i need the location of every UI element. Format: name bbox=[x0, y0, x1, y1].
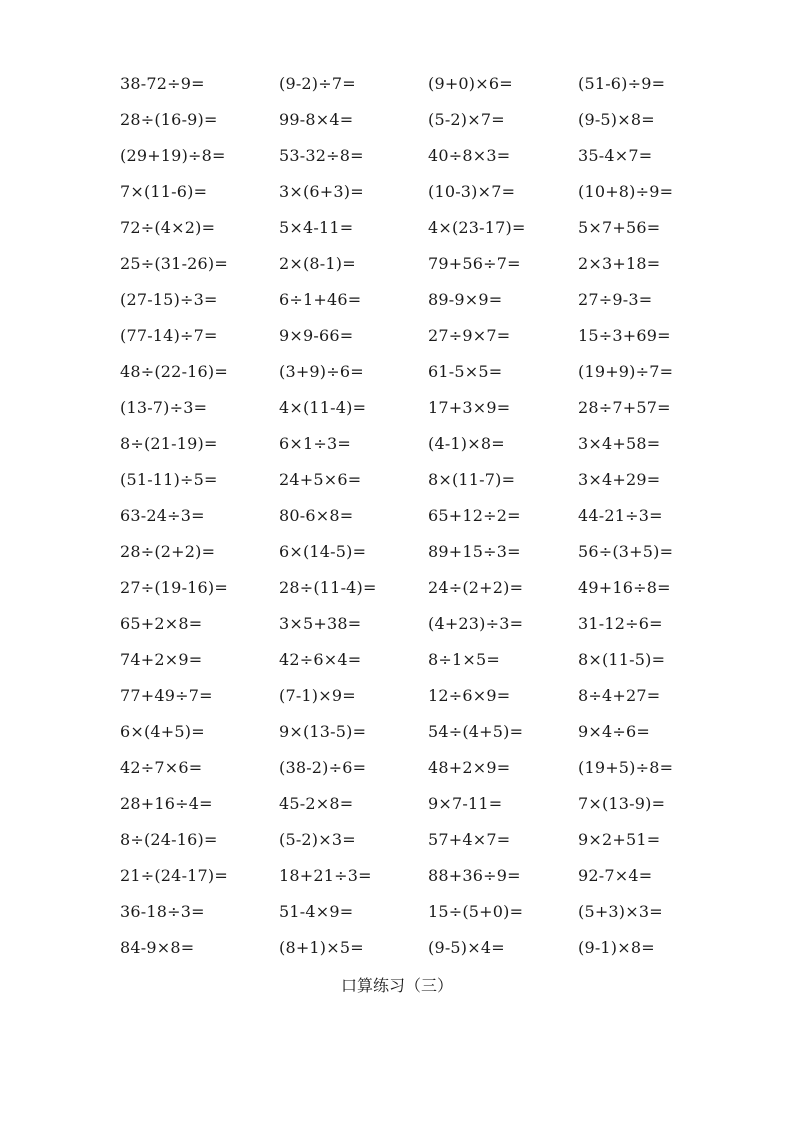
problem: (19+9)÷7= bbox=[578, 362, 674, 381]
problem: 28÷(16-9)= bbox=[120, 110, 218, 129]
problem: 99-8×4= bbox=[279, 110, 354, 129]
problem: (5-2)×3= bbox=[279, 830, 356, 849]
problem: 36-18÷3= bbox=[120, 902, 205, 921]
worksheet-title: 口算练习（三） bbox=[340, 976, 453, 995]
worksheet-grid bbox=[120, 72, 740, 972]
problem: 24÷(2+2)= bbox=[428, 578, 524, 597]
problem: 28÷7+57= bbox=[578, 398, 671, 417]
problem: 63-24÷3= bbox=[120, 506, 205, 525]
problem: 65+12÷2= bbox=[428, 506, 521, 525]
problem: 3×4+29= bbox=[578, 470, 661, 489]
problem: (38-2)÷6= bbox=[279, 758, 367, 777]
problem-row bbox=[120, 216, 740, 252]
problem: (9-5)×8= bbox=[578, 110, 655, 129]
problem-row bbox=[120, 252, 740, 288]
problem: (5+3)×3= bbox=[578, 902, 663, 921]
problem: 5×4-11= bbox=[279, 218, 354, 237]
problem: 3×5+38= bbox=[279, 614, 362, 633]
problem: 92-7×4= bbox=[578, 866, 653, 885]
problem: 61-5×5= bbox=[428, 362, 503, 381]
problem: (51-11)÷5= bbox=[120, 470, 218, 489]
problem: 3×(6+3)= bbox=[279, 182, 364, 201]
problem-row bbox=[120, 324, 740, 360]
problem: 18+21÷3= bbox=[279, 866, 372, 885]
problem: (8+1)×5= bbox=[279, 938, 364, 957]
problem-row bbox=[120, 540, 740, 576]
problem: 28÷(11-4)= bbox=[279, 578, 377, 597]
problem: 12÷6×9= bbox=[428, 686, 511, 705]
problem: (9+0)×6= bbox=[428, 74, 513, 93]
problem: 7×(13-9)= bbox=[578, 794, 666, 813]
problem: 48÷(22-16)= bbox=[120, 362, 228, 381]
problem-row bbox=[120, 648, 740, 684]
problem: 2×3+18= bbox=[578, 254, 661, 273]
problem: (5-2)×7= bbox=[428, 110, 505, 129]
problem: (9-2)÷7= bbox=[279, 74, 356, 93]
problem: 72÷(4×2)= bbox=[120, 218, 216, 237]
problem-row bbox=[120, 720, 740, 756]
problem: (4-1)×8= bbox=[428, 434, 505, 453]
problem: 25÷(31-26)= bbox=[120, 254, 228, 273]
problem: 31-12÷6= bbox=[578, 614, 663, 633]
problem: 45-2×8= bbox=[279, 794, 354, 813]
problem: 57+4×7= bbox=[428, 830, 511, 849]
problem: 9×(13-5)= bbox=[279, 722, 367, 741]
problem-row bbox=[120, 144, 740, 180]
problem: 6×(14-5)= bbox=[279, 542, 367, 561]
problem: 21÷(24-17)= bbox=[120, 866, 228, 885]
problem: (4+23)÷3= bbox=[428, 614, 524, 633]
problem: 4×(11-4)= bbox=[279, 398, 367, 417]
problem: 44-21÷3= bbox=[578, 506, 663, 525]
problem: 17+3×9= bbox=[428, 398, 511, 417]
problem: 80-6×8= bbox=[279, 506, 354, 525]
problem: 89+15÷3= bbox=[428, 542, 521, 561]
problem: 9×7-11= bbox=[428, 794, 503, 813]
problem: (77-14)÷7= bbox=[120, 326, 218, 345]
problem: 24+5×6= bbox=[279, 470, 362, 489]
problem: 48+2×9= bbox=[428, 758, 511, 777]
problem: 42÷6×4= bbox=[279, 650, 362, 669]
problem: 49+16÷8= bbox=[578, 578, 671, 597]
problem: 28÷(2+2)= bbox=[120, 542, 216, 561]
problem: 7×(11-6)= bbox=[120, 182, 208, 201]
problem-row bbox=[120, 792, 740, 828]
problem: (10-3)×7= bbox=[428, 182, 516, 201]
problem: (9-1)×8= bbox=[578, 938, 655, 957]
problem: 84-9×8= bbox=[120, 938, 195, 957]
problem: (9-5)×4= bbox=[428, 938, 505, 957]
problem: 54÷(4+5)= bbox=[428, 722, 524, 741]
problem: 9×2+51= bbox=[578, 830, 661, 849]
problem: 27÷9×7= bbox=[428, 326, 511, 345]
problem: 4×(23-17)= bbox=[428, 218, 526, 237]
problem: (27-15)÷3= bbox=[120, 290, 218, 309]
problem: 27÷(19-16)= bbox=[120, 578, 228, 597]
problem-row bbox=[120, 396, 740, 432]
problem: 8÷(21-19)= bbox=[120, 434, 218, 453]
problem: 42÷7×6= bbox=[120, 758, 203, 777]
problem-row bbox=[120, 180, 740, 216]
problem-row bbox=[120, 432, 740, 468]
problem: 51-4×9= bbox=[279, 902, 354, 921]
problem-row bbox=[120, 288, 740, 324]
problem: 5×7+56= bbox=[578, 218, 661, 237]
problem: 53-32÷8= bbox=[279, 146, 364, 165]
problem: 65+2×8= bbox=[120, 614, 203, 633]
problem-row bbox=[120, 936, 740, 972]
problem-row bbox=[120, 900, 740, 936]
problem: 28+16÷4= bbox=[120, 794, 213, 813]
problem-row bbox=[120, 108, 740, 144]
problem: 9×9-66= bbox=[279, 326, 354, 345]
problem: 8÷1×5= bbox=[428, 650, 500, 669]
problem-row bbox=[120, 756, 740, 792]
problem-row bbox=[120, 684, 740, 720]
problem-row bbox=[120, 576, 740, 612]
problem-row bbox=[120, 360, 740, 396]
problem: (13-7)÷3= bbox=[120, 398, 208, 417]
problem: (29+19)÷8= bbox=[120, 146, 226, 165]
problem: (3+9)÷6= bbox=[279, 362, 364, 381]
problem: 8×(11-7)= bbox=[428, 470, 516, 489]
problem-row bbox=[120, 612, 740, 648]
problem: 6×(4+5)= bbox=[120, 722, 205, 741]
problem: 77+49÷7= bbox=[120, 686, 213, 705]
problem: 40÷8×3= bbox=[428, 146, 511, 165]
problem: 56÷(3+5)= bbox=[578, 542, 674, 561]
problem: 8×(11-5)= bbox=[578, 650, 666, 669]
problem-row bbox=[120, 828, 740, 864]
problem: 6÷1+46= bbox=[279, 290, 362, 309]
problem: (7-1)×9= bbox=[279, 686, 356, 705]
problem: 3×4+58= bbox=[578, 434, 661, 453]
problem-row bbox=[120, 72, 740, 108]
problem: 15÷3+69= bbox=[578, 326, 671, 345]
problem-row bbox=[120, 468, 740, 504]
problem: (51-6)÷9= bbox=[578, 74, 666, 93]
problem: 27÷9-3= bbox=[578, 290, 653, 309]
problem-row bbox=[120, 864, 740, 900]
problem: 88+36÷9= bbox=[428, 866, 521, 885]
problem: 38-72÷9= bbox=[120, 74, 205, 93]
problem: 74+2×9= bbox=[120, 650, 203, 669]
problem: 89-9×9= bbox=[428, 290, 503, 309]
problem: 79+56÷7= bbox=[428, 254, 521, 273]
problem: 8÷(24-16)= bbox=[120, 830, 218, 849]
problem: 15÷(5+0)= bbox=[428, 902, 524, 921]
problem: 35-4×7= bbox=[578, 146, 653, 165]
problem-row bbox=[120, 504, 740, 540]
problem: (10+8)÷9= bbox=[578, 182, 674, 201]
problem: 2×(8-1)= bbox=[279, 254, 356, 273]
problem: 9×4÷6= bbox=[578, 722, 650, 741]
problem: 8÷4+27= bbox=[578, 686, 661, 705]
problem: (19+5)÷8= bbox=[578, 758, 674, 777]
problem: 6×1÷3= bbox=[279, 434, 351, 453]
